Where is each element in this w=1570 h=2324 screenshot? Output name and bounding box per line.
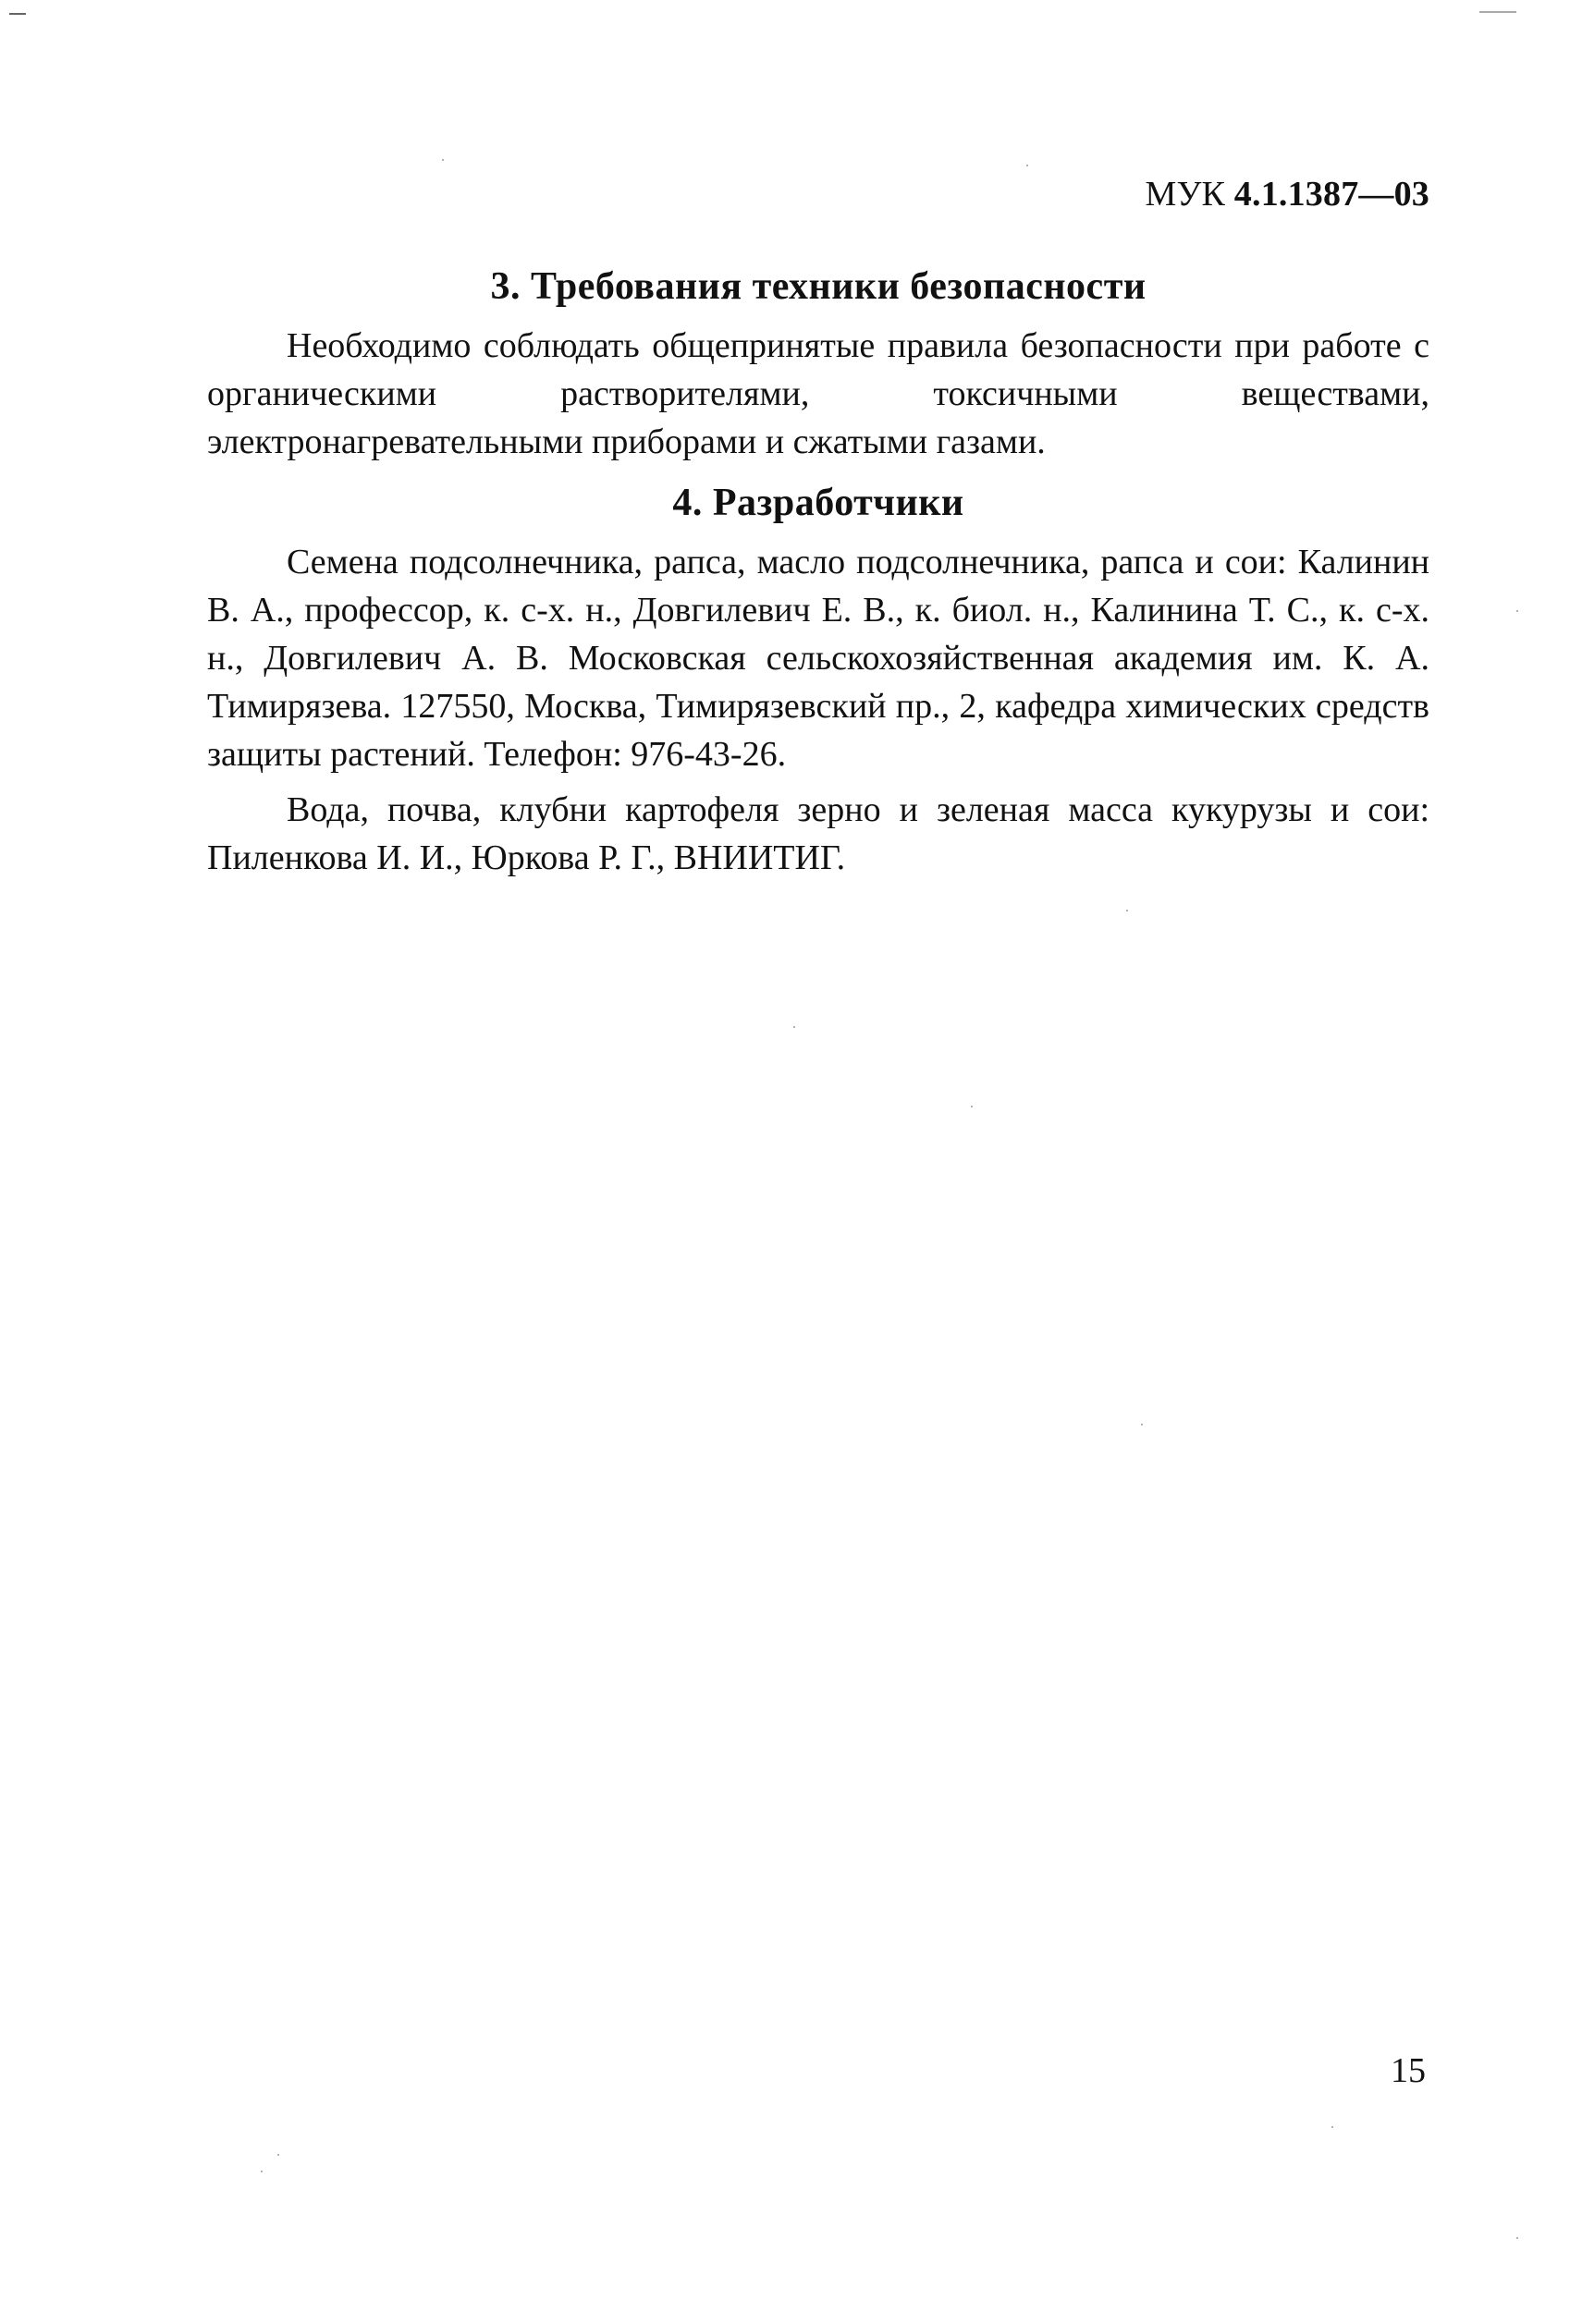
document-code-number: 4.1.1387—03 xyxy=(1233,175,1429,214)
page-number: 15 xyxy=(1391,2051,1426,2090)
section-developers-title: 4. Разработчики xyxy=(672,482,964,524)
scan-speck xyxy=(1026,165,1028,166)
scan-mark-top-right xyxy=(1479,11,1516,13)
scan-speck xyxy=(1141,1424,1143,1425)
scan-speck xyxy=(971,1106,973,1107)
section-developers xyxy=(207,479,1429,882)
scan-speck xyxy=(793,1026,795,1028)
section-safety xyxy=(207,263,1429,466)
section-safety-paragraph: Необходимо соблюдать общепринятые правила безопасности при работе с органическими растворителями, токсичными веществами, электронагревательными приборами и сжатыми газами. xyxy=(207,326,1429,461)
section-developers-paragraph-2: Вода, почва, клубни картофеля зерно и зеленая масса кукурузы и сои: Пиленкова И. И., Юркова Р. Г., ВНИИТИГ. xyxy=(207,790,1429,877)
scan-speck xyxy=(442,159,444,161)
section-developers-paragraph-1: Семена подсолнечника, рапса, масло подсолнечника, рапса и сои: Калинин В. А., профессор, к. с-х. н., Довгилевич Е. В., к. биол. н., Калинина Т. С., к. с-х. н., Довгилевич А. В. Московская сельскохозяйственная академия им. К. А. Тимирязева. 127550, Москва, Тимирязевский пр., 2, кафедра химических средств защиты растений. Телефон: 976-43-26. xyxy=(207,543,1429,774)
document-code-prefix: МУК xyxy=(1145,175,1226,214)
scan-speck xyxy=(277,2154,279,2156)
scan-speck xyxy=(261,2171,263,2172)
scan-mark-top-left xyxy=(9,13,26,15)
scan-speck xyxy=(1126,910,1128,911)
section-safety-title: 3. Требования техники безопасности xyxy=(490,265,1147,308)
scan-speck xyxy=(1331,2126,1333,2128)
scan-speck xyxy=(1516,610,1518,612)
scan-speck xyxy=(1516,2237,1518,2239)
document-code xyxy=(1145,174,1429,214)
